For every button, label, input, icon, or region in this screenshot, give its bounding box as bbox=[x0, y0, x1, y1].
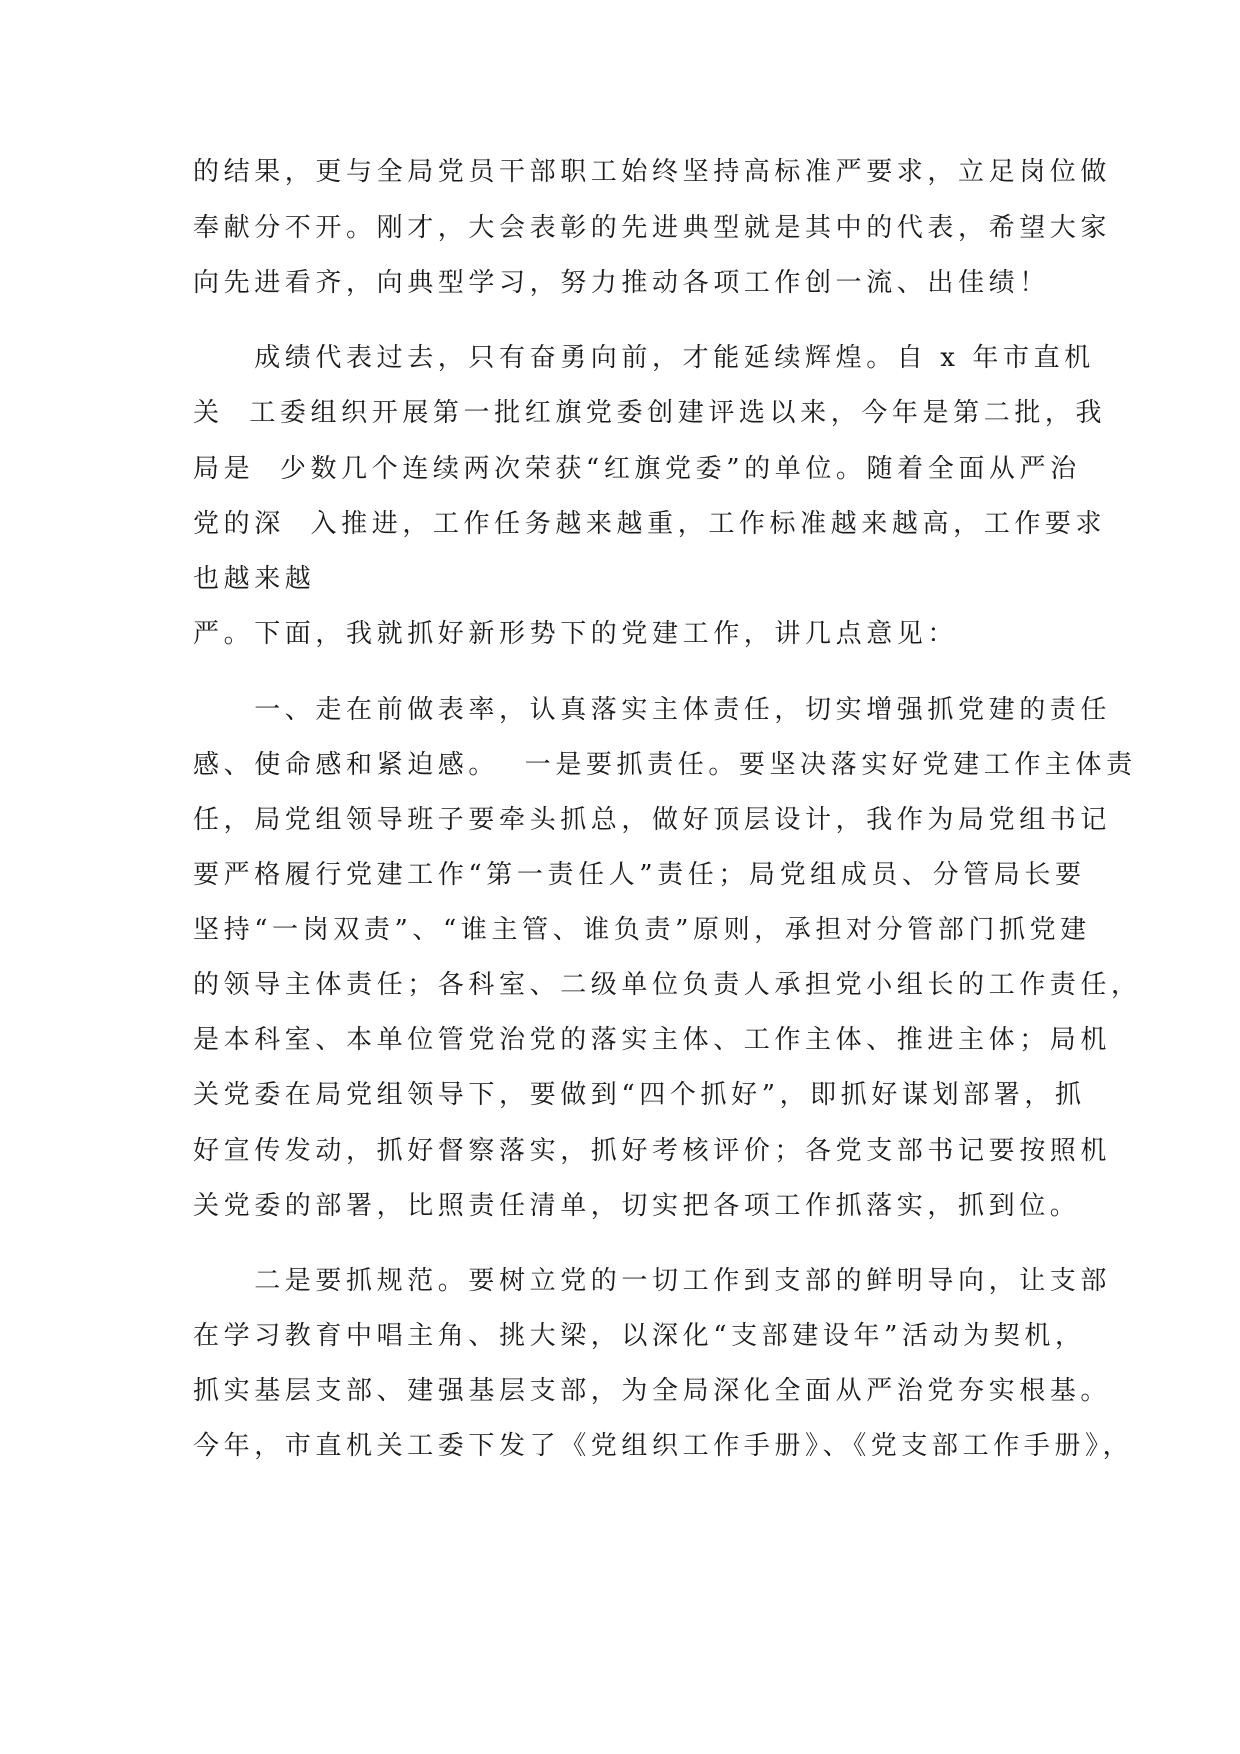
text-line: 也越来越 bbox=[193, 564, 316, 594]
text-line: 向先进看齐，向典型学习，努力推动各项工作创一流、出佳绩！ bbox=[193, 268, 1050, 298]
text-line: 党的深 入推进，工作任务越来越重，工作标准越来越高，工作要求 bbox=[193, 509, 1107, 539]
text-line: 一、走在前做表率，认真落实主体责任，切实增强抓党建的责任 bbox=[193, 695, 1112, 725]
text-line: 关党委在局党组领导下，要做到“四个抓好”，即抓好谋划部署，抓 bbox=[193, 1080, 1086, 1110]
text-line: 任，局党组领导班子要牵头抓总，做好顶层设计，我作为局党组书记 bbox=[193, 805, 1112, 835]
text-line: 在学习教育中唱主角、挑大梁，以深化“支部建设年”活动为契机， bbox=[193, 1321, 1086, 1351]
text-line: 局是 少数几个连续两次荣获“红旗党委”的单位。随着全面从严治 bbox=[193, 454, 1081, 484]
text-line: 奉献分不开。刚才，大会表彰的先进典型就是其中的代表，希望大家 bbox=[193, 213, 1112, 243]
text-line: 好宣传发动，抓好督察落实，抓好考核评价；各党支部书记要按照机 bbox=[193, 1136, 1112, 1166]
text-line: 成绩代表过去，只有奋勇向前，才能延续辉煌。自 x 年市直机 bbox=[193, 343, 1095, 373]
text-line: 二是要抓规范。要树立党的一切工作到支部的鲜明导向，让支部 bbox=[193, 1266, 1112, 1296]
text-line: 今年，市直机关工委下发了《党组织工作手册》、《党支部工作手册》， bbox=[193, 1431, 1134, 1461]
text-line: 的结果，更与全局党员干部职工始终坚持高标准严要求，立足岗位做 bbox=[193, 157, 1112, 187]
text-line: 是本科室、本单位管党治党的落实主体、工作主体、推进主体；局机 bbox=[193, 1025, 1112, 1055]
text-line: 坚持“一岗双责”、“谁主管、谁负责”原则，承担对分管部门抓党建 bbox=[193, 915, 1091, 945]
text-line: 要严格履行党建工作“第一责任人”责任；局党组成员、分管局长要 bbox=[193, 860, 1086, 890]
text-line: 抓实基层支部、建强基层支部，为全局深化全面从严治党夯实根基。 bbox=[193, 1376, 1112, 1406]
text-line: 感、使命感和紧迫感。 一是要抓责任。要坚决落实好党建工作主体责 bbox=[193, 750, 1137, 780]
text-line: 的领导主体责任；各科室、二级单位负责人承担党小组长的工作责任， bbox=[193, 970, 1142, 1000]
text-line: 严。下面，我就抓好新形势下的党建工作，讲几点意见： bbox=[193, 619, 959, 649]
text-line: 关 工委组织开展第一批红旗党委创建评选以来，今年是第二批，我 bbox=[193, 398, 1107, 428]
text-line: 关党委的部署，比照责任清单，切实把各项工作抓落实，抓到位。 bbox=[193, 1191, 1081, 1221]
